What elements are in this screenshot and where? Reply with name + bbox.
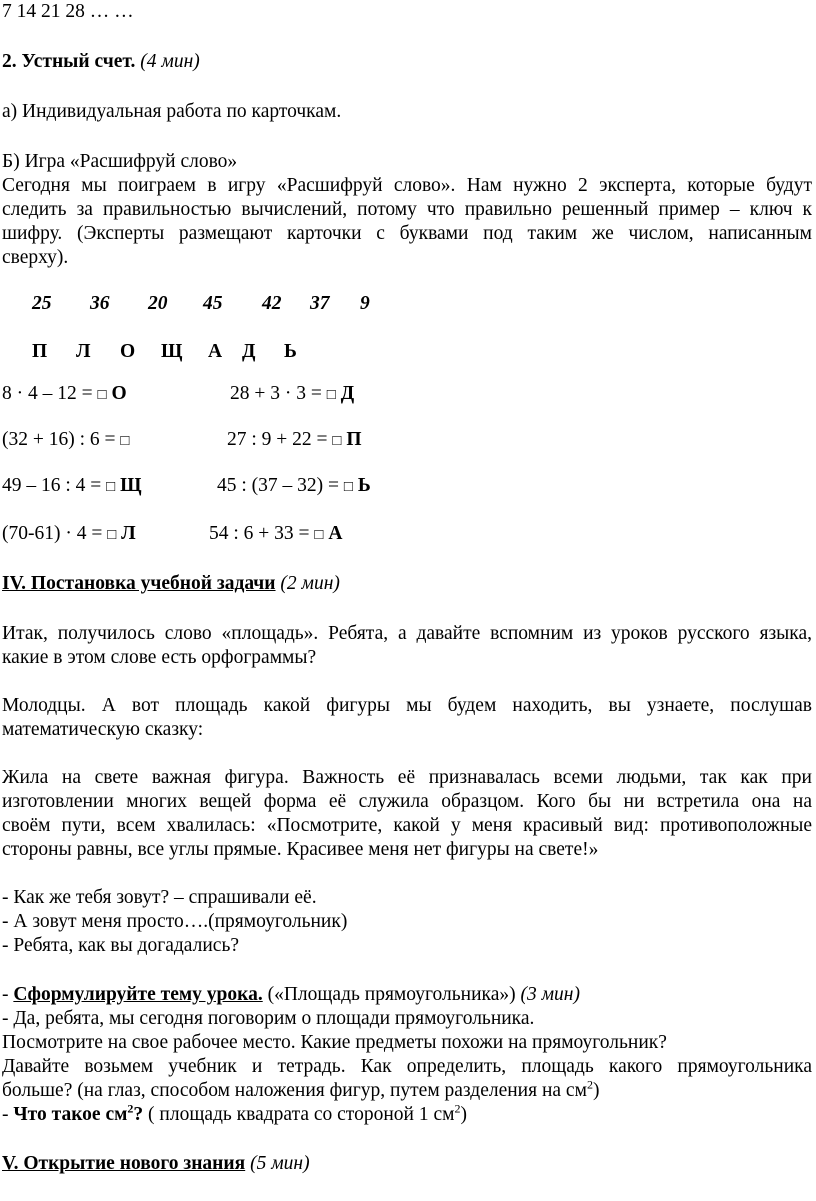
question-answer: ( площадь квадрата со стороной 1 см [143,1104,455,1125]
closing-tail: ) [592,1080,600,1101]
cipher-number: 25 [32,293,52,314]
dialog-line-1: - Как же тебя зовут? – спрашивали её. [2,887,317,908]
example-letter: Ь [357,475,371,496]
example-expression: 28 + 3 · 3 = [230,383,327,404]
theme-answer: («Площадь прямоугольника») [262,984,521,1005]
intro-line-3: шифру. (Эксперты размещают карточки с буквами под таким же числом, написанным [2,223,812,244]
cipher-number: 9 [360,293,370,314]
item-a: а) Индивидуальная работа по карточкам. [2,101,342,122]
section-2-heading [2,50,812,74]
cipher-number: 45 [203,293,223,314]
number-sequence: 7 14 21 28 … … [2,1,134,22]
section-2-title: 2. Устный счет. [2,51,136,72]
example-letter: О [111,383,127,404]
example-expression: 45 : (37 – 32) = [217,475,344,496]
dialog-line-2: - А зовут меня просто….(прямоугольник) [2,911,348,932]
superscript-2: 2 [127,1101,134,1116]
example-letter: Щ [120,475,142,496]
lesson-theme [2,983,812,1007]
closing-line-1: - Да, ребята, мы сегодня поговорим о площади прямоугольника. [2,1008,535,1029]
example-expression: (32 + 16) : 6 = [2,429,121,450]
example-letter: Д [340,383,355,404]
example-expression: 27 : 9 + 22 = [227,429,333,450]
word-paragraph-line-1: Итак, получилось слово «площадь». Ребята, а давайте вспомним из уроков русского языка, [2,623,812,644]
example [2,474,142,499]
tale-line-1: Жила на свете важная фигура. Важность её признавалась всеми людьми, так как при [2,767,812,788]
closing-line-3: Давайте возьмем учебник и тетрадь. Как определить, площадь какого прямоугольника [2,1056,812,1077]
cipher-number: 36 [90,293,110,314]
section-5-heading [2,1152,812,1176]
superscript-2: 2 [586,1077,593,1092]
answer-box: □ [326,387,336,403]
example [2,428,129,453]
cipher-letter: Л [76,341,91,362]
section-4-heading [2,572,812,596]
question-tail: ) [460,1104,467,1125]
superscript-2: 2 [454,1101,461,1116]
intro-line-1: Сегодня мы поиграем в игру «Расшифруй слово». Нам нужно 2 эксперта, которые будут [2,175,812,196]
example [2,382,127,407]
section-2-time: (4 мин) [140,51,200,72]
cipher-number: 37 [310,293,330,314]
cipher-number: 42 [262,293,282,314]
example-expression: 54 : 6 + 33 = [209,523,315,544]
theme-dash: - [2,984,14,1005]
section-4-time: (2 мин) [280,573,340,594]
section-4-title: IV. Постановка учебной задачи [2,573,276,594]
question-bold: Что такое см [13,1104,128,1125]
example-letter: П [346,429,362,450]
intro-line-2: следить за правильностью вычислений, потому что правильно решенный пример – ключ к [2,199,812,220]
item-b: Б) Игра «Расшифруй слово» [2,151,238,172]
square-cm-question [2,1103,812,1127]
section-5-time: (5 мин) [250,1153,310,1174]
molodcy-line-1: Молодцы. А вот площадь какой фигуры мы будем находить, вы узнаете, послушав [2,695,812,716]
closing-line-2: Посмотрите на свое рабочее место. Какие предметы похожи на прямоугольник? [2,1032,667,1053]
word-paragraph-line-2: какие в этом слове есть орфограммы? [2,647,317,668]
answer-box: □ [120,433,130,449]
cipher-letter: А [208,341,223,362]
cipher-number: 20 [148,293,168,314]
cipher-letter: Щ [161,341,183,362]
molodcy-line-2: математическую сказку: [2,719,204,740]
example [217,474,371,499]
example [209,522,342,547]
answer-box: □ [107,527,117,543]
example-letter: А [328,523,343,544]
cipher-letter: О [120,341,136,362]
theme-time: (3 мин) [520,984,580,1005]
answer-box: □ [314,527,324,543]
cipher-letter: Д [242,341,256,362]
section-5-title: V. Открытие нового знания [2,1153,246,1174]
answer-box: □ [97,387,107,403]
tale-line-3: своём пути, всем хвалилась: «Посмотрите, какой у меня красивый вид: противоположные [2,815,812,836]
example-expression: 49 – 16 : 4 = [2,475,107,496]
answer-box: □ [343,479,353,495]
closing-text: больше? (на глаз, способом наложения фигур, путем разделения на см [2,1080,587,1101]
example-letter: Л [121,523,136,544]
question-mark: ? [133,1104,144,1125]
example [2,522,136,547]
closing-line-4 [2,1079,812,1103]
example [230,382,354,407]
example [227,428,362,453]
cipher-letter: Ь [284,341,297,362]
tale-line-4: стороны равны, все углы прямые. Красивее меня нет фигуры на свете!» [2,839,599,860]
intro-line-4: сверху). [2,247,69,268]
answer-box: □ [106,479,116,495]
answer-box: □ [332,433,342,449]
cipher-letter: П [32,341,48,362]
example-expression: 8 · 4 – 12 = [2,383,98,404]
question-dash: - [2,1104,14,1125]
example-expression: (70-61) · 4 = [2,523,108,544]
dialog-line-3: - Ребята, как вы догадались? [2,935,239,956]
tale-line-2: изготовлении многих вещей форма её служила образцом. Кого бы ни встретила она на [2,791,812,812]
theme-instruction: Сформулируйте тему урока. [13,984,263,1005]
